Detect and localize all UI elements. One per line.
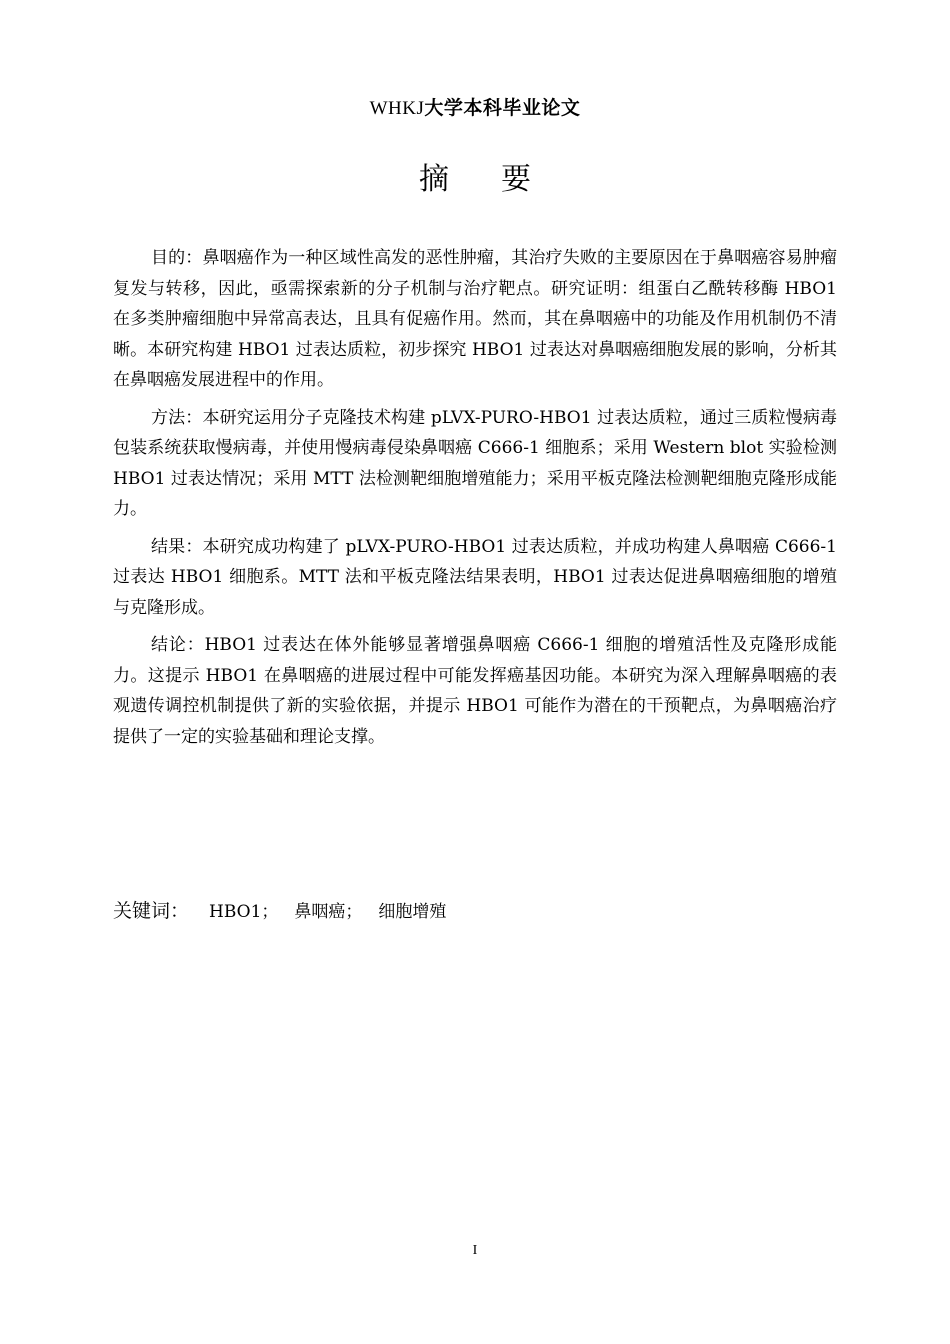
page-number: I: [472, 1243, 478, 1258]
keywords-label: 关键词：: [113, 900, 190, 922]
paragraph-conclusion: 结论：HBO1 过表达在体外能够显著增强鼻咽癌 C666-1 细胞的增殖活性及克隆形成能力。这提示 HBO1 在鼻咽癌的进展过程中可能发挥癌基因功能。本研究为深入理解鼻咽癌的表观遗传调控机制提供了新的实验依据，并提示 HBO1 可能作为潜在的干预靶点，为鼻咽癌治疗提供了一定的实验基础和理论支撑。: [113, 635, 837, 747]
keywords-line: [113, 896, 837, 927]
running-header: [0, 96, 950, 121]
paragraph-results: 结果：本研究成功构建了 pLVX-PURO-HBO1 过表达质粒，并成功构建人鼻咽癌 C666-1 过表达 HBO1 细胞系。MTT 法和平板克隆法结果表明，HBO1 过表达促进鼻咽癌细胞的增殖与克隆形成。: [113, 536, 837, 618]
paragraph-methods: 方法：本研究运用分子克隆技术构建 pLVX-PURO-HBO1 过表达质粒，通过三质粒慢病毒包装系统获取慢病毒，并使用慢病毒侵染鼻咽癌 C666-1 细胞系；采用 Western blot 实验检测 HBO1 过表达情况；采用 MTT 法检测靶细胞增殖能力；采用平板克隆法检测靶细胞克隆形成能力。: [113, 407, 837, 519]
abstract-body: [113, 243, 837, 759]
keyword-item: 鼻咽癌；: [294, 902, 363, 922]
abstract-title: 摘要: [419, 162, 583, 197]
header-thesis-label: 大学本科毕业论文: [424, 97, 581, 119]
header-university-code: WHKJ: [369, 98, 425, 119]
keyword-item: HBO1；: [209, 902, 279, 922]
paragraph-objective: 目的：鼻咽癌作为一种区域性高发的恶性肿瘤，其治疗失败的主要原因在于鼻咽癌容易肿瘤复发与转移，因此，亟需探索新的分子机制与治疗靶点。研究证明：组蛋白乙酰转移酶 HBO1 在多类肿瘤细胞中异常高表达，且具有促癌作用。然而，其在鼻咽癌中的功能及作用机制仍不清晰。本研究构建 HBO1 过表达质粒，初步探究 HBO1 过表达对鼻咽癌细胞发展的影响，分析其在鼻咽癌发展进程中的作用。: [113, 248, 837, 390]
keyword-item: 细胞增殖: [378, 902, 447, 922]
